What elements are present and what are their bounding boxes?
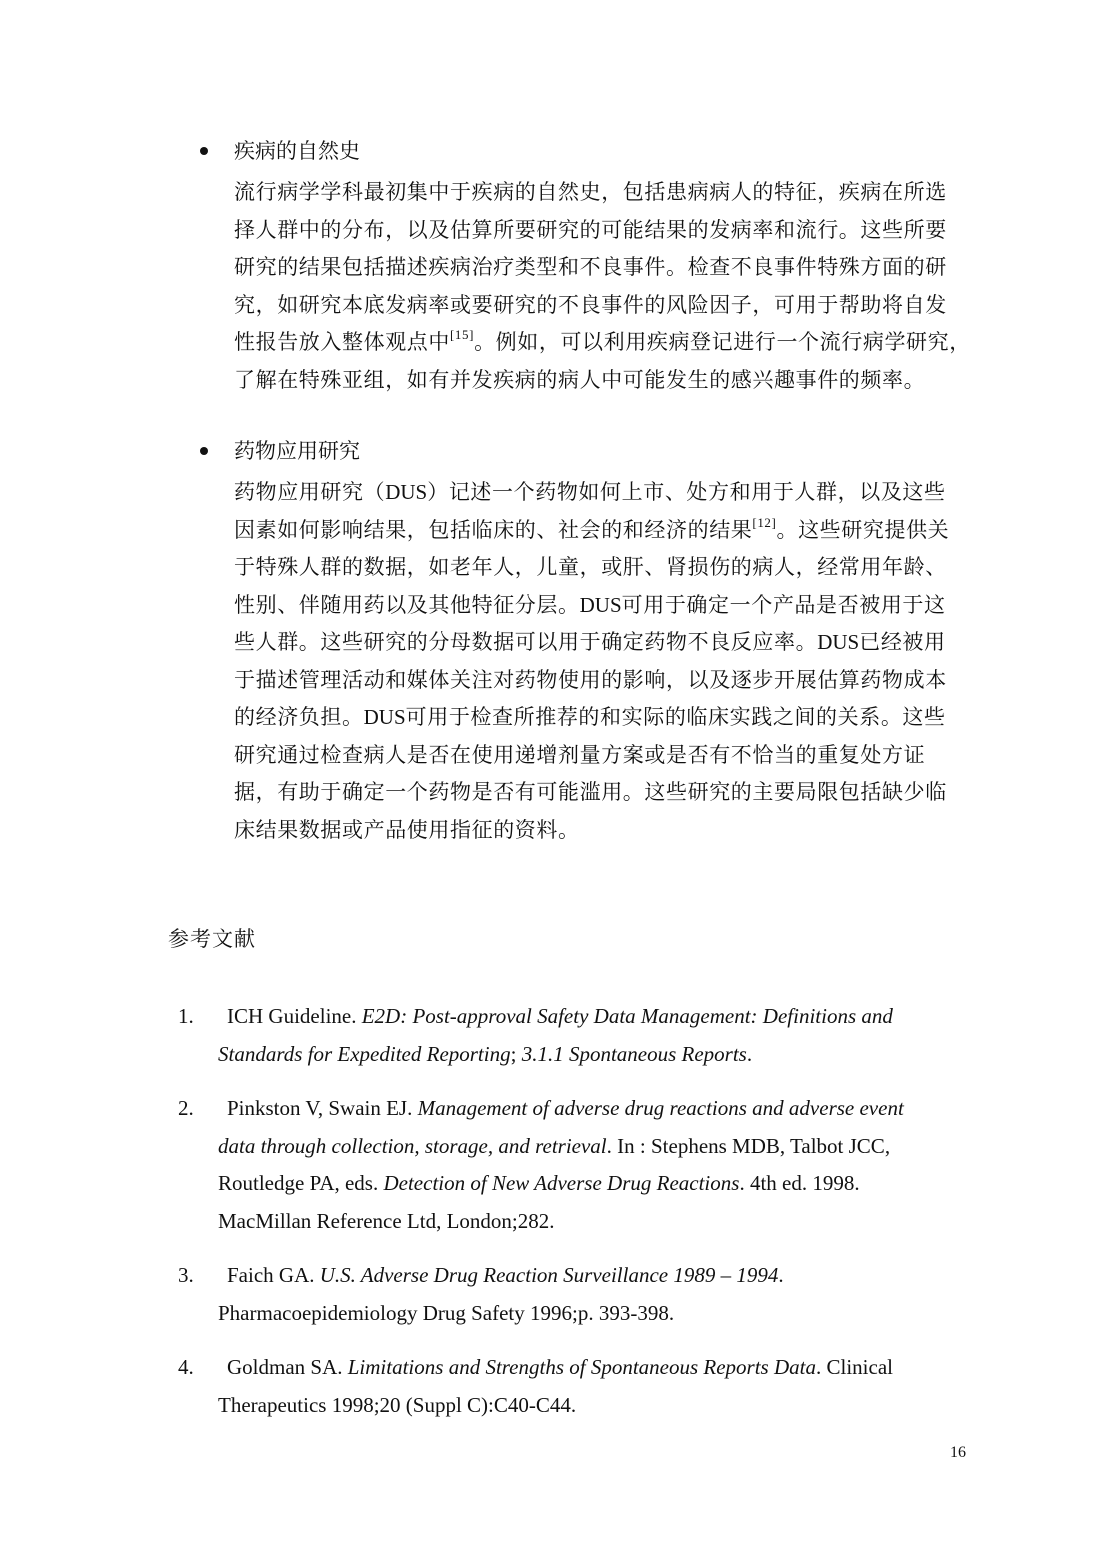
reference-line — [227, 1090, 978, 1128]
italic-title-text: Standards for Expedited Reporting — [218, 1041, 511, 1066]
text-run: Therapeutics 1998;20 (Suppl C):C40-C44. — [218, 1392, 577, 1417]
body-line — [234, 362, 980, 400]
section-body — [234, 474, 980, 849]
body-line — [234, 699, 980, 737]
text-run: 流行病学学科最初集中于疾病的自然史，包括患病病人的特征，疾病在所选 — [234, 180, 947, 204]
reference-line — [218, 1036, 978, 1074]
section-natural-history — [200, 136, 980, 399]
body-line — [234, 624, 980, 662]
reference-line — [218, 1387, 978, 1425]
italic-title-text: U.S. Adverse Drug Reaction Surveillance 1989 – 1994 — [319, 1263, 779, 1287]
bullet-icon — [200, 147, 208, 155]
section-drug-utilization — [200, 436, 980, 849]
reference-line — [227, 1349, 978, 1387]
abbreviation-text: DUS — [579, 592, 622, 617]
reference-item — [178, 1257, 978, 1332]
reference-line — [218, 1295, 978, 1333]
text-run: Pharmacoepidemiology Drug Safety 1996;p. 393-398. — [218, 1300, 675, 1325]
abbreviation-text: DUS — [385, 480, 428, 504]
text-run: Goldman SA. — [227, 1355, 348, 1379]
text-run: MacMillan Reference Ltd, London;282. — [218, 1208, 555, 1233]
abbreviation-text: DUS — [363, 705, 406, 729]
text-run: 已经被用 — [859, 630, 946, 654]
text-run: . In : Stephens MDB, Talbot JCC, — [606, 1133, 891, 1158]
text-run: 究，如研究本底发病率或要研究的不良事件的风险因子，可用于帮助将自发 — [234, 292, 947, 317]
reference-number: 1. — [178, 1004, 194, 1028]
text-run: 。这些研究提供关 — [776, 517, 950, 542]
section-title: 疾病的自然史 — [234, 139, 360, 163]
text-run: 可用于确定一个产品是否被用于这 — [621, 592, 946, 617]
text-run: 可用于检查所推荐的和实际的临床实践之间的关系。这些 — [405, 705, 946, 729]
italic-title-text: data through collection, storage, and retrieval — [218, 1133, 607, 1158]
reference-number: 3. — [178, 1263, 194, 1287]
text-run: . — [778, 1263, 784, 1287]
body-line — [234, 287, 980, 325]
body-line — [234, 662, 980, 700]
reference-line — [218, 1165, 978, 1203]
section-heading — [200, 136, 980, 174]
citation-marker: [12] — [752, 514, 777, 530]
reference-line — [218, 1203, 978, 1241]
text-run: 于特殊人群的数据，如老年人，儿童，或肝、肾损伤的病人，经常用年龄、 — [234, 555, 947, 579]
body-line — [234, 549, 980, 587]
italic-title-text: 3.1.1 Spontaneous Reports — [521, 1041, 747, 1066]
text-run: ICH Guideline. — [227, 1004, 362, 1028]
section-body — [234, 174, 980, 399]
text-run: 床结果数据或产品使用指征的资料。 — [234, 817, 580, 842]
text-run: 于描述管理活动和媒体关注对药物使用的影响，以及逐步开展估算药物成本 — [234, 667, 947, 692]
text-run: 些人群。这些研究的分母数据可以用于确定药物不良反应率。 — [234, 630, 818, 654]
text-run: 因素如何影响结果，包括临床的、社会的和经济的结果 — [234, 517, 753, 542]
text-run: 性报告放入整体观点中 — [234, 330, 450, 354]
text-run: 了解在特殊亚组，如有并发疾病的病人中可能发生的感兴趣事件的频率。 — [234, 367, 926, 392]
reference-line — [227, 1257, 978, 1295]
reference-item — [178, 1349, 978, 1424]
text-run: 性别、伴随用药以及其他特征分层。 — [234, 592, 580, 617]
italic-title-text: E2D: Post-approval Safety Data Management: Definitions and — [361, 1004, 893, 1028]
text-run: . Clinical — [815, 1355, 893, 1379]
body-line — [234, 324, 980, 362]
body-line — [234, 512, 980, 550]
text-run: 研究通过检查病人是否在使用递增剂量方案或是否有不恰当的重复处方证 — [234, 742, 926, 767]
text-run: 择人群中的分布，以及估算所要研究的可能结果的发病率和流行。这些所要 — [234, 217, 947, 242]
reference-item — [178, 1090, 978, 1240]
text-run: ）记述一个药物如何上市、处方和用于人群，以及这些 — [427, 480, 946, 504]
body-line — [234, 212, 980, 250]
text-run: 。例如，可以利用疾病登记进行一个流行病学研究， — [474, 330, 971, 354]
italic-title-text: Limitations and Strengths of Spontaneous Reports Data — [347, 1355, 816, 1379]
text-run: 据，有助于确定一个药物是否有可能滥用。这些研究的主要局限包括缺少临 — [234, 780, 947, 804]
text-run: Faich GA. — [227, 1263, 320, 1287]
reference-item — [178, 998, 978, 1073]
text-run: 药物应用研究（ — [234, 480, 386, 504]
reference-line — [227, 998, 978, 1036]
bullet-icon — [200, 447, 208, 455]
body-line — [234, 474, 980, 512]
text-run: 研究的结果包括描述疾病治疗类型和不良事件。检查不良事件特殊方面的研 — [234, 255, 947, 279]
references-list — [178, 998, 978, 1441]
page-number: 16 — [950, 1444, 966, 1461]
text-run: 的经济负担。 — [234, 705, 364, 729]
body-line — [234, 587, 980, 625]
body-line — [234, 249, 980, 287]
citation-marker: [15] — [450, 327, 475, 342]
text-run: Pinkston V, Swain EJ. — [227, 1096, 418, 1120]
text-run: Routledge PA, eds. — [218, 1171, 384, 1195]
body-line — [234, 812, 980, 850]
text-run: ; — [510, 1041, 522, 1066]
italic-title-text: Detection of New Adverse Drug Reactions — [383, 1171, 740, 1195]
reference-number: 2. — [178, 1096, 194, 1120]
section-title: 药物应用研究 — [234, 439, 360, 463]
section-heading — [200, 436, 980, 474]
abbreviation-text: DUS — [817, 630, 860, 654]
text-run: . — [746, 1041, 753, 1066]
reference-line — [218, 1128, 978, 1166]
references-heading: 参考文献 — [168, 927, 256, 951]
body-line — [234, 737, 980, 775]
body-line — [234, 174, 980, 212]
text-run: . 4th ed. 1998. — [739, 1171, 860, 1195]
reference-number: 4. — [178, 1355, 194, 1379]
body-line — [234, 774, 980, 812]
italic-title-text: Management of adverse drug reactions and adverse event — [417, 1096, 904, 1120]
